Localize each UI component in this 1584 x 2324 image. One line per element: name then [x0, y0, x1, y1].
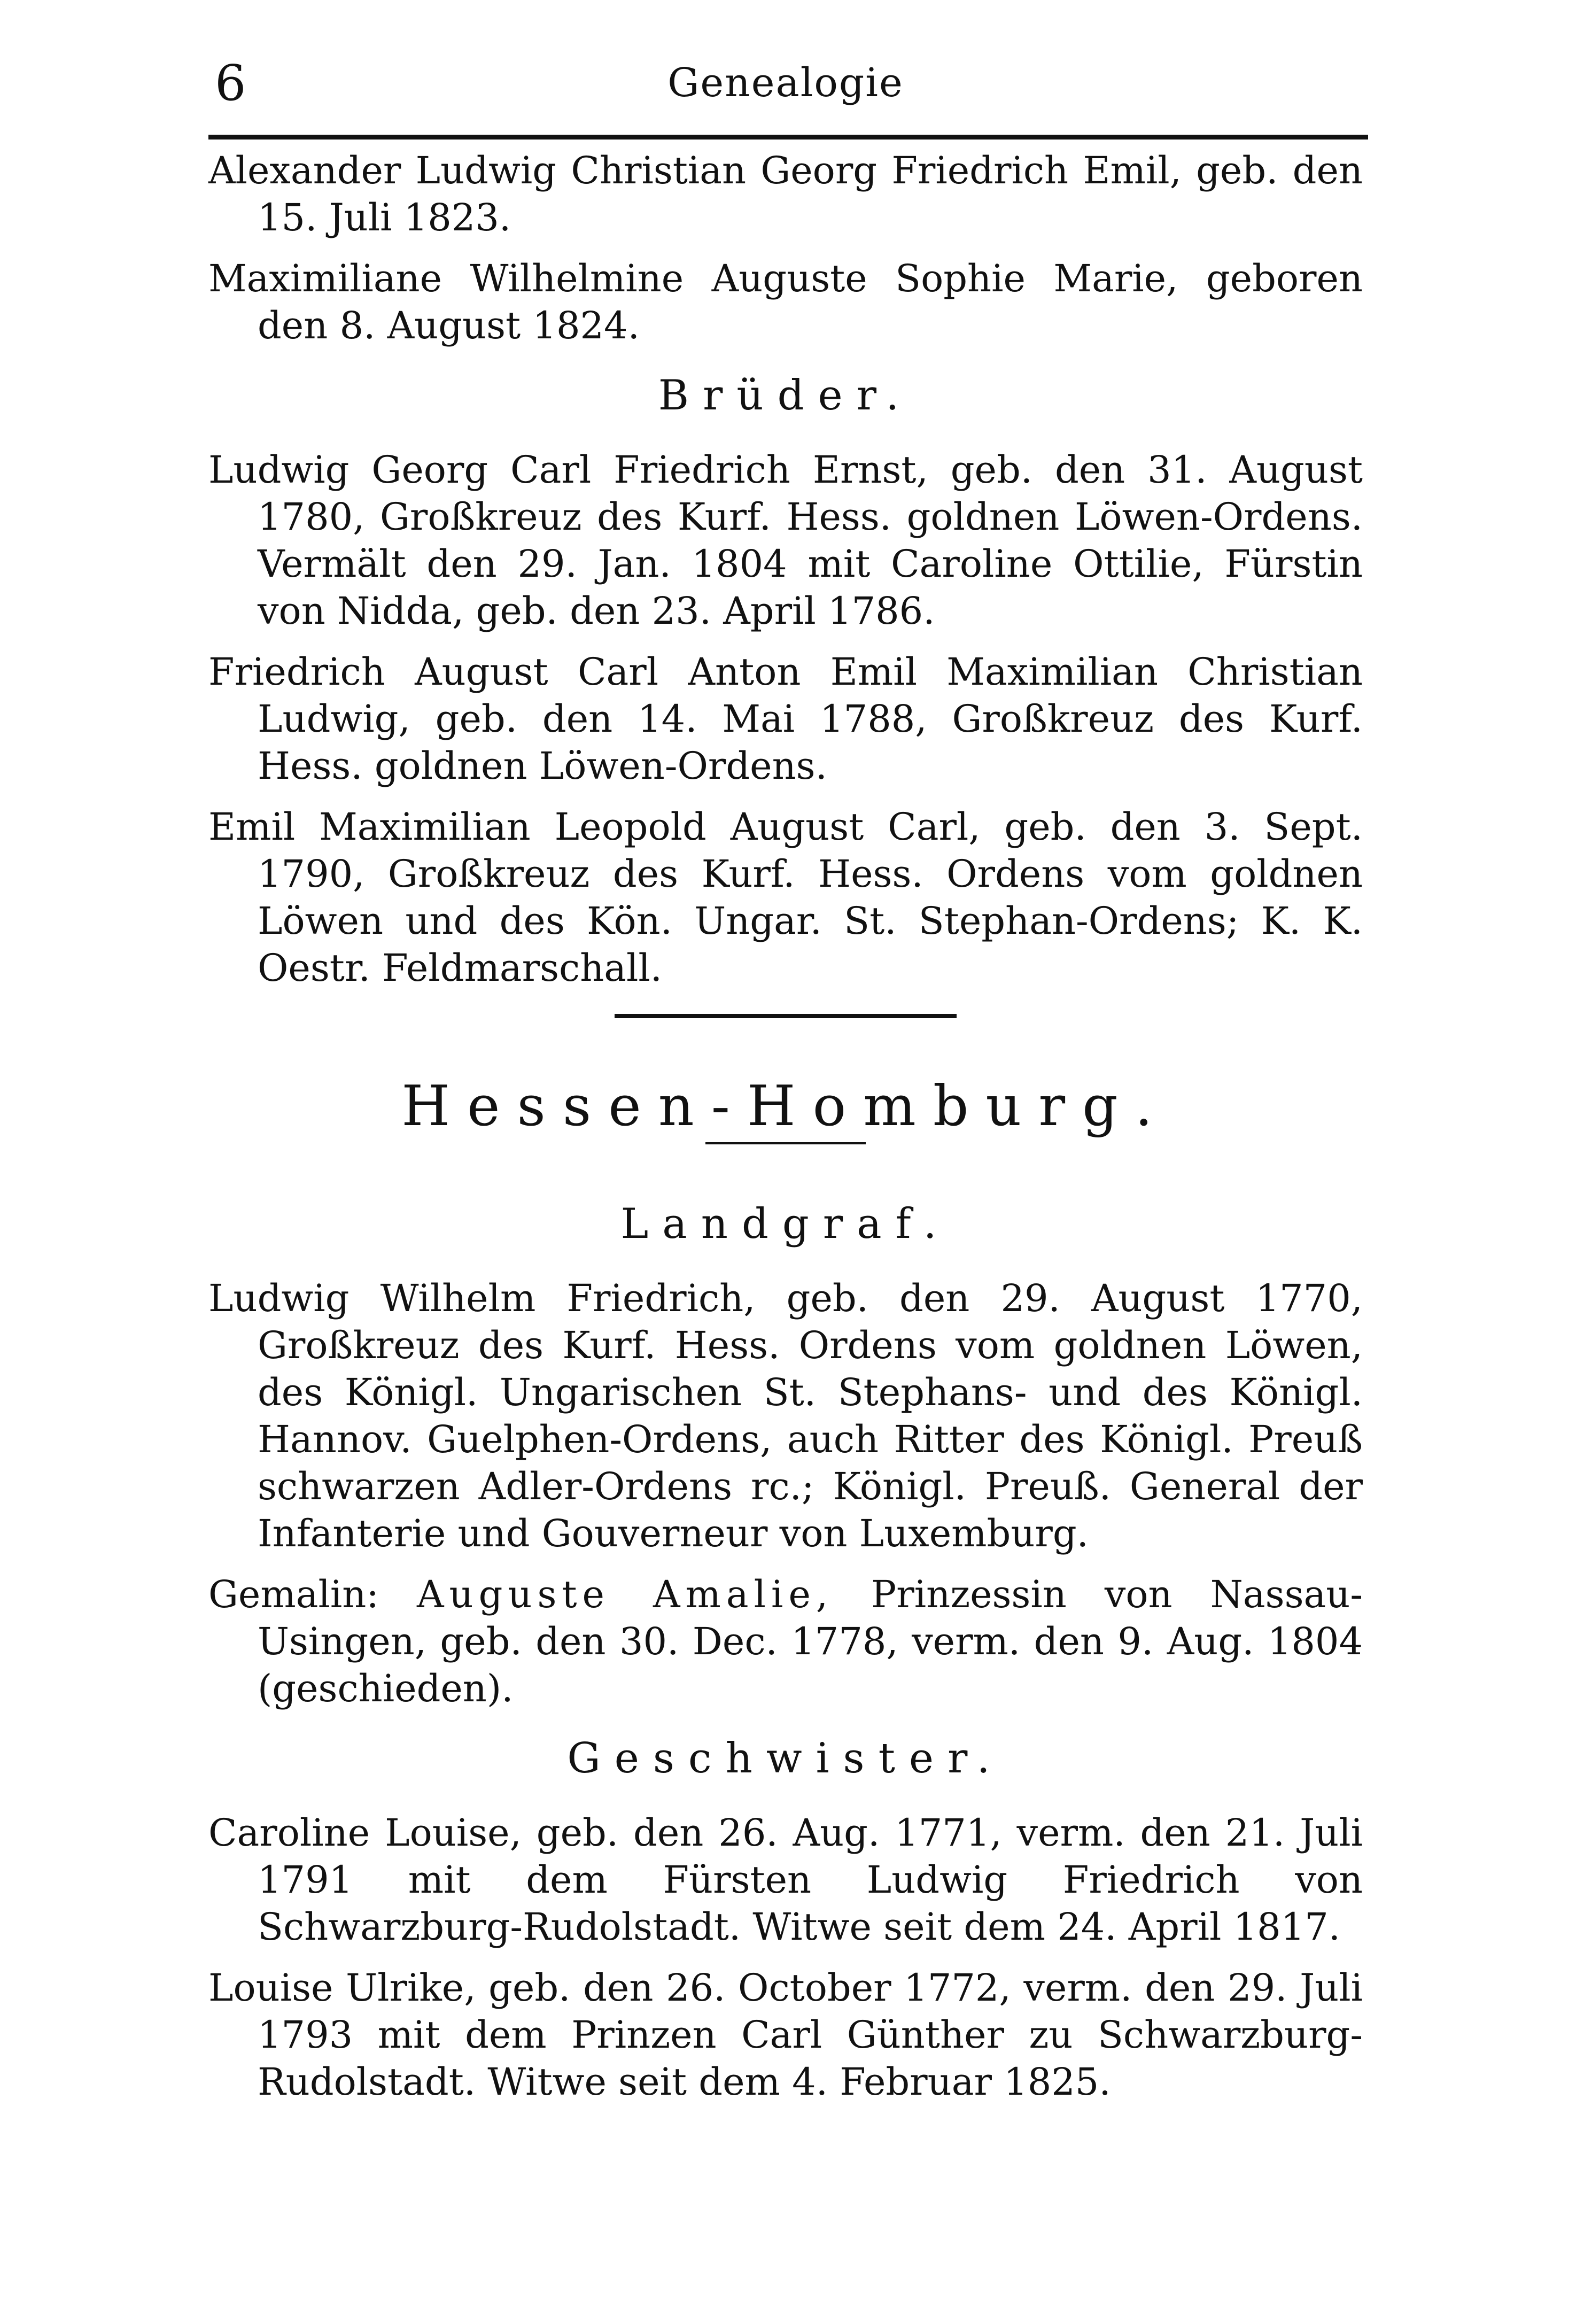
section-heading-geschwister: Geschwister.	[567, 1734, 1004, 1783]
genealogy-entry: Friedrich August Carl Anton Emil Maximilian Christian Ludwig, geb. den 14. Mai 1788, Großkreuz des Kurf. Hess. goldnen Löwen-Ordens.	[208, 650, 1363, 788]
consort-entry	[208, 1571, 1363, 1712]
genealogy-entry: Caroline Louise, geb. den 26. Aug. 1771, verm. den 21. Juli 1791 mit dem Fürsten Ludwig Friedrich von Schwarzburg-Rudolstadt. Witwe seit dem 24. April 1817.	[208, 1811, 1363, 1949]
genealogy-entry: Emil Maximilian Leopold August Carl, geb. den 3. Sept. 1790, Großkreuz des Kurf. Hess. Ordens vom goldnen Löwen und des Kön. Ungar. St. Stephan-Ordens; K. K. Oestr. Feldmarschall.	[208, 805, 1363, 990]
page-number: 6	[215, 55, 246, 112]
genealogy-entry: Louise Ulrike, geb. den 26. October 1772, verm. den 29. Juli 1793 mit dem Prinzen Carl Günther zu Schwarzburg-Rudolstadt. Witwe seit dem 4. Februar 1825.	[208, 1966, 1363, 2104]
genealogy-entry: Ludwig Wilhelm Friedrich, geb. den 29. August 1770, Großkreuz des Kurf. Hess. Ordens vom goldnen Löwen, des Königl. Ungarischen St. Stephans- und des Königl. Hannov. Guelphen-Ordens, auch Ritter des Königl. Preuß schwarzen Adler-Ordens rc.; Königl. Preuß. General der Infanterie und Gouverneur von Luxemburg.	[208, 1276, 1363, 1555]
territory-heading: Hessen-Homburg.	[401, 1073, 1170, 1138]
genealogy-entry: Ludwig Georg Carl Friedrich Ernst, geb. den 31. August 1780, Großkreuz des Kurf. Hess. goldnen Löwen-Ordens. Vermält den 29. Jan. 1804 mit Caroline Ottilie, Fürstin von Nidda, geb. den 23. April 1786.	[208, 448, 1363, 633]
genealogy-entry: Maximiliane Wilhelmine Auguste Sophie Marie, geboren den 8. August 1824.	[208, 257, 1363, 347]
book-page	[208, 55, 1363, 2119]
genealogy-entry: Alexander Ludwig Christian Georg Friedrich Emil, geb. den 15. Juli 1823.	[208, 149, 1363, 239]
territory-underline	[705, 1142, 866, 1144]
section-divider-rule	[615, 1014, 957, 1018]
consort-details: Prinzessin von Nassau-Usingen, geb. den 30. Dec. 1778, verm. den 9. Aug. 1804 (geschieden).	[258, 1572, 1363, 1710]
section-heading-brueder: Brüder.	[658, 371, 913, 420]
consort-label: Gemalin:	[208, 1572, 379, 1616]
running-title: Genealogie	[667, 60, 904, 106]
consort-name: Auguste Amalie,	[416, 1572, 834, 1616]
section-heading-landgraf: Landgraf.	[620, 1200, 951, 1248]
running-head	[208, 55, 1363, 139]
